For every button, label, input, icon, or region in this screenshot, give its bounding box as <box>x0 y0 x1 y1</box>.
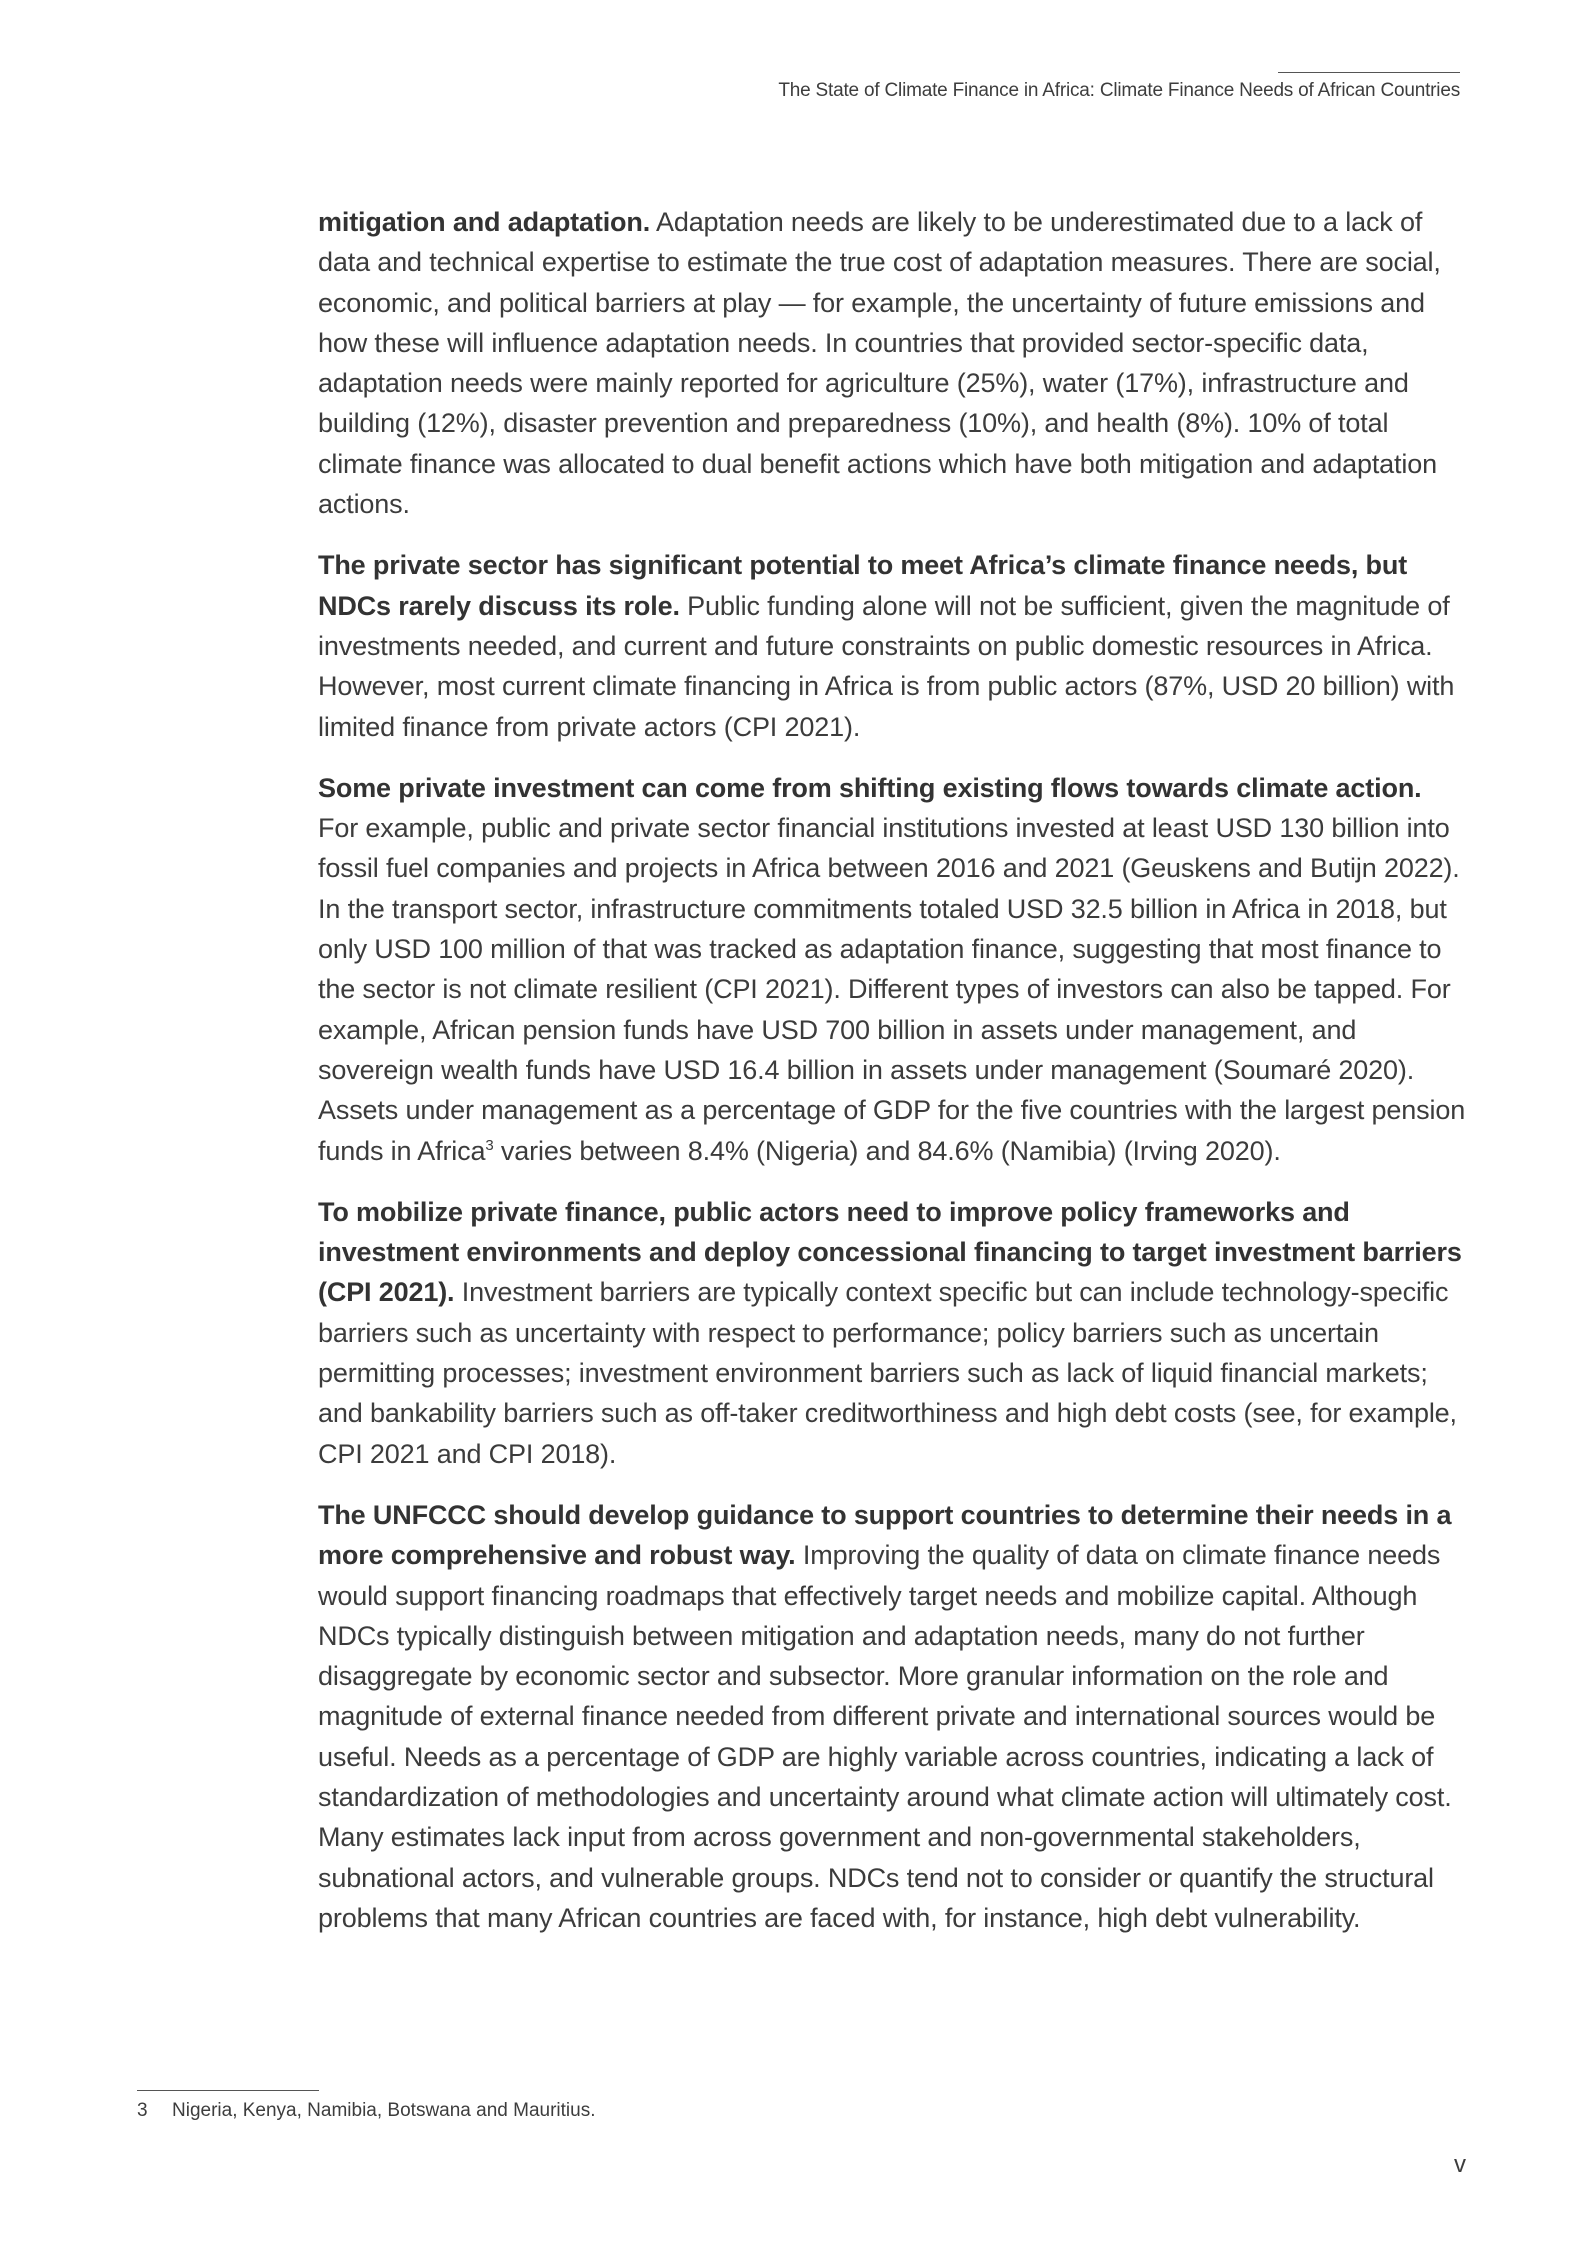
paragraph-body: Improving the quality of data on climate finance needs would support financing roadmaps that effectively target needs and mobilize capital. Although NDCs typically distinguish between mitigation and adaptation needs, many do not further disaggregate by economic sector and subsector. More granular information on the role and magnitude of external finance needed from different private and international sources would be useful. Needs as a percentage of GDP are highly variable across countries, indicating a lack of standardization of methodologies and uncertainty around what climate action will ultimately cost. Many estimates lack input from across government and non-governmental stakeholders, subnational actors, and vulnerable groups. NDCs tend not to consider or quantify the structural problems that many African countries are faced with, for instance, high debt vulnerability. <box>318 1540 1452 1933</box>
paragraph-lead: Some private investment can come from shifting existing flows towards climate action. <box>318 772 1422 803</box>
paragraph-shifting-flows <box>318 768 1468 1171</box>
paragraph-body: Adaptation needs are likely to be underestimated due to a lack of data and technical expertise to estimate the true cost of adaptation measures. There are social, economic, and political barriers at play — for example, the uncertainty of future emissions and how these will influence adaptation needs. In countries that provided sector-specific data, adaptation needs were mainly reported for agriculture (25%), water (17%), infrastructure and building (12%), disaster prevention and preparedness (10%), and health (8%). 10% of total climate finance was allocated to dual benefit actions which have both mitigation and adaptation actions. <box>318 207 1441 520</box>
paragraph-lead: The private sector has significant potential to meet Africa’s climate finance needs, but NDCs rarely discuss its role. <box>318 550 1408 621</box>
paragraph-body-tail: varies between 8.4% (Nigeria) and 84.6% (Namibia) (Irving 2020). <box>493 1135 1281 1166</box>
footnote-number: 3 <box>137 2100 148 2121</box>
paragraph-adaptation-needs <box>318 202 1468 524</box>
footnote <box>137 2100 595 2122</box>
paragraph-unfccc-guidance <box>318 1495 1468 1938</box>
paragraph-body: For example, public and private sector financial institutions invested at least USD 130 billion into fossil fuel companies and projects in Africa between 2016 and 2021 (Geuskens and Butijn 2022). In the transport sector, infrastructure commitments totaled USD 32.5 billion in Africa in 2018, but only USD 100 million of that was tracked as adaptation finance, suggesting that most finance to the sector is not climate resilient (CPI 2021). Different types of investors can also be tapped. For example, African pension funds have USD 700 billion in assets under management, and sovereign wealth funds have USD 16.4 billion in assets under management (Soumaré 2020). Assets under management as a percentage of GDP for the five countries with the largest pension funds in Africa <box>318 813 1466 1166</box>
main-content <box>318 202 1468 1959</box>
paragraph-lead: The UNFCCC should develop guidance to support countries to determine their needs in a more comprehensive and robust way. <box>318 1499 1452 1571</box>
paragraph-mobilize-private-finance <box>318 1192 1468 1474</box>
paragraph-lead: To mobilize private finance, public actors need to improve policy frameworks and investment environments and deploy concessional financing to target investment barriers (CPI 2021). <box>318 1196 1462 1308</box>
footnote-reference[interactable]: 3 <box>485 1136 494 1154</box>
paragraph-body: Investment barriers are typically context specific but can include technology-specific barriers such as uncertainty with respect to performance; policy barriers such as uncertain permitting processes; investment environment barriers such as lack of liquid financial markets; and bankability barriers such as off-taker creditworthiness and high debt costs (see, for example, CPI 2021 and CPI 2018). <box>318 1277 1457 1469</box>
header-rule <box>1278 72 1460 73</box>
page-number: v <box>1454 2151 1466 2178</box>
paragraph-private-sector <box>318 545 1468 746</box>
paragraph-lead: mitigation and adaptation. <box>318 207 651 237</box>
footnote-rule <box>137 2090 319 2091</box>
running-header: The State of Climate Finance in Africa: Climate Finance Needs of African Countries <box>778 80 1460 101</box>
paragraph-body: Public funding alone will not be sufficient, given the magnitude of investments needed, and current and future constraints on public domestic resources in Africa. However, most current climate financing in Africa is from public actors (87%, USD 20 billion) with limited finance from private actors (CPI 2021). <box>318 590 1455 742</box>
footnote-text: Nigeria, Kenya, Namibia, Botswana and Mauritius. <box>172 2100 596 2121</box>
